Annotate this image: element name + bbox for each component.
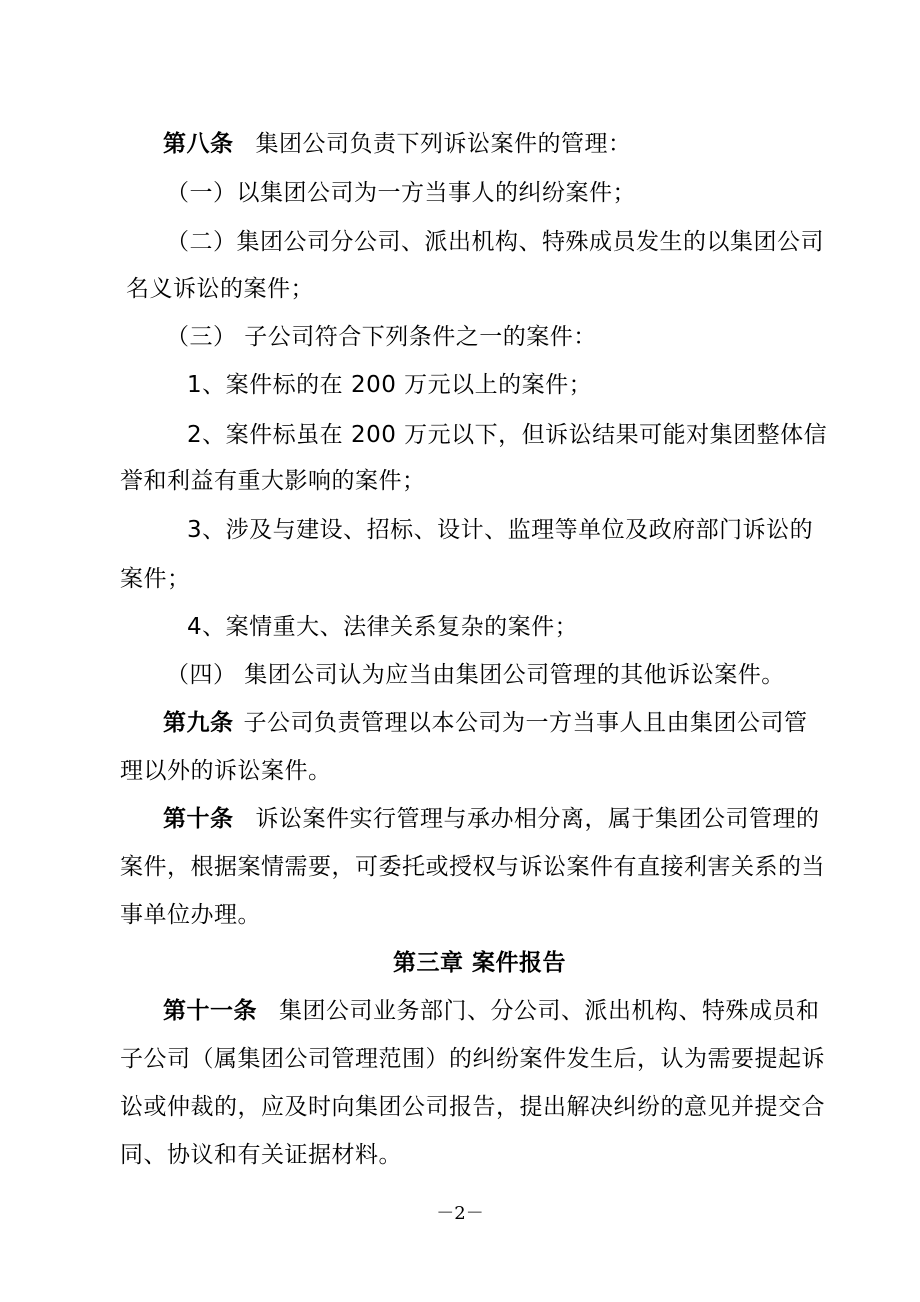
article-9-line-2: 理以外的诉讼案件。 [120, 758, 332, 784]
article-8-sub-2-line-1: 2、案件标虽在 200 万元以下，但诉讼结果可能对集团整体信 [187, 422, 828, 448]
article-11-line-4: 同、协议和有关证据材料。 [120, 1142, 402, 1168]
article-8-heading-line [163, 129, 632, 159]
article-8-item-4: （四） 集团公司认为应当由集团公司管理的其他诉讼案件。 [166, 662, 785, 688]
article-8-item-3: （三） 子公司符合下列条件之一的案件： [166, 324, 597, 350]
article-10-label: 第十条 [163, 806, 234, 832]
article-8-sub-3-line-2: 案件； [120, 566, 191, 592]
article-11-label: 第十一条 [163, 998, 257, 1024]
article-8-item-2-line-2: 名义诉讼的案件； [126, 276, 314, 302]
article-8-item-1: （一）以集团公司为一方当事人的纠纷案件； [166, 180, 636, 206]
article-10-line-1 [163, 804, 820, 834]
article-10-line-3: 事单位办理。 [120, 902, 261, 928]
article-8-text: 集团公司负责下列诉讼案件的管理： [255, 131, 632, 157]
article-8-item-2-line-1: （二）集团公司分公司、派出机构、特殊成员发生的以集团公司 [166, 229, 824, 255]
article-9-line-1 [163, 708, 808, 738]
article-11-line-1 [163, 996, 820, 1026]
article-8-sub-3-line-1: 3、涉及与建设、招标、设计、监理等单位及政府部门诉讼的 [187, 517, 814, 543]
article-8-label: 第八条 [163, 131, 234, 157]
article-10-text: 诉讼案件实行管理与承办相分离，属于集团公司管理的 [255, 806, 820, 832]
article-11-line-3: 讼或仲裁的，应及时向集团公司报告，提出解决纠纷的意见并提交合 [120, 1094, 825, 1120]
article-8-sub-4: 4、案情重大、法律关系复杂的案件； [187, 614, 579, 640]
article-8-sub-2-line-2: 誉和利益有重大影响的案件； [120, 468, 426, 494]
article-9-text: 子公司负责管理以本公司为一方当事人且由集团公司管 [243, 710, 808, 736]
article-11-text: 集团公司业务部门、分公司、派出机构、特殊成员和 [279, 998, 820, 1024]
page-number: －2－ [436, 1203, 484, 1224]
article-9-label: 第九条 [163, 710, 234, 736]
article-10-line-2: 案件，根据案情需要，可委托或授权与诉讼案件有直接利害关系的当 [120, 854, 825, 880]
article-11-line-2: 子公司（属集团公司管理范围）的纠纷案件发生后，认为需要提起诉 [120, 1046, 825, 1072]
chapter-3-title: 第三章 案件报告 [393, 950, 567, 976]
article-8-sub-1: 1、案件标的在 200 万元以上的案件； [187, 372, 593, 398]
